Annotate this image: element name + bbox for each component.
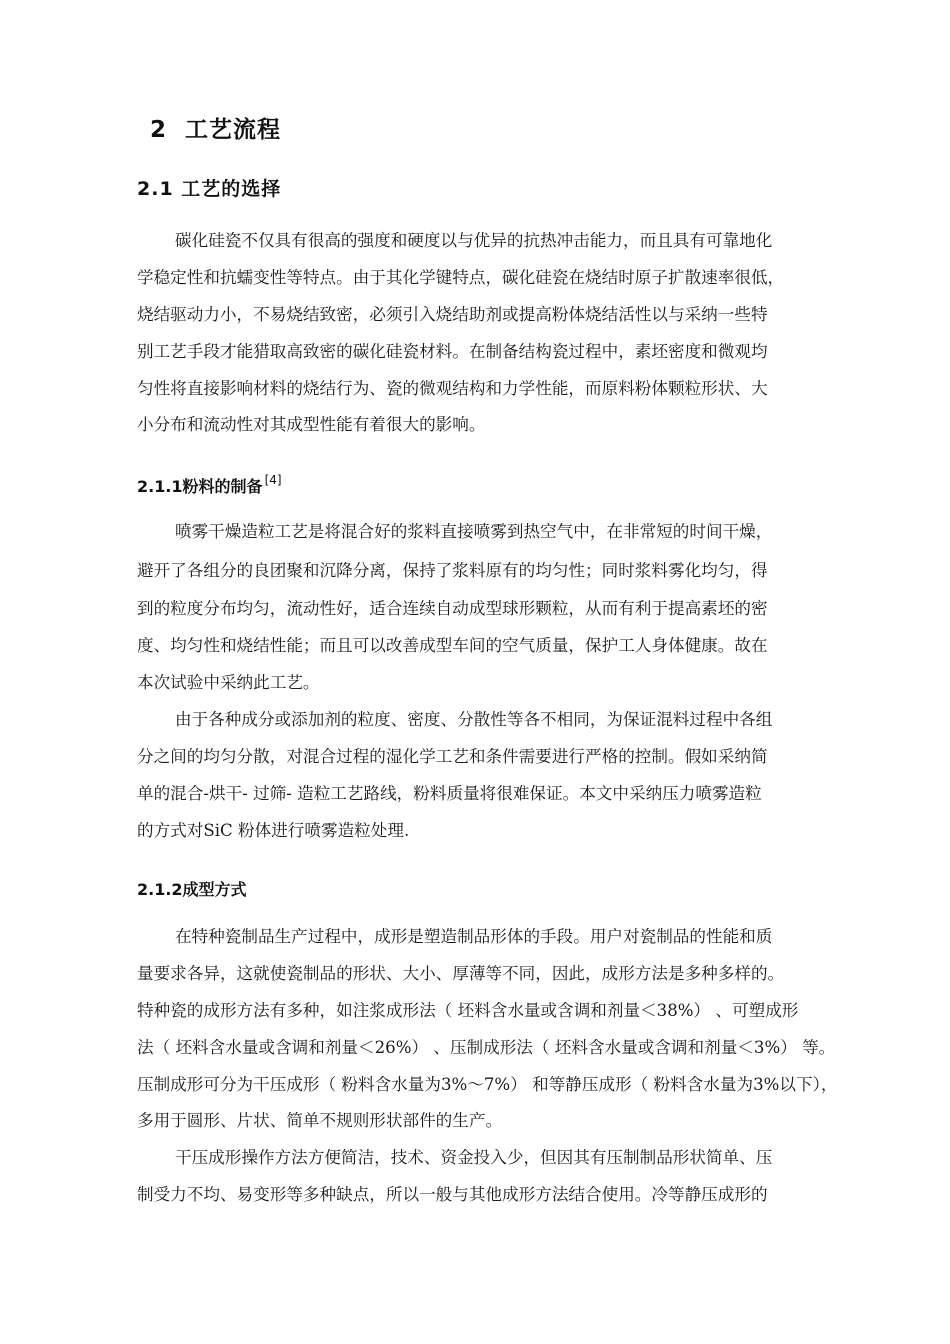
para-1-line-2: 学稳定性和抗蠕变性等特点。由于其化学键特点，碳化硅瓷在烧结时原子扩散速率很低， [137,268,785,287]
subsection-title: 工艺的选择 [181,178,282,200]
para-1-line-5: 匀性将直接影响材料的烧结行为、瓷的微观结构和力学性能，而原料粉体颗粒形状、大 [137,379,768,398]
para-4-line-3: 特种瓷的成形方法有多种，如注浆成形法（ 坯料含水量或含调和剂量＜38%） 、可塑成形 [137,1001,799,1020]
section-number: 2 [150,117,168,143]
section-title: 工艺流程 [185,117,282,143]
para-3-line-3: 单的混合-烘干- 过筛- 造粒工艺路线，粉料质量将很难保证。本文中采纳压力喷雾造粒 [137,784,762,803]
para-4-line-1: 在特种瓷制品生产过程中，成形是塑造制品形体的手段。用户对瓷制品的性能和质 [175,927,773,946]
subsubsection-title: 2.1.1粉料的制备 [137,477,263,496]
subsubsection-heading-2 [137,877,247,900]
para-1-line-1: 碳化硅瓷不仅具有很高的强度和硬度以与优异的抗热冲击能力，而且具有可靠地化 [175,231,773,250]
subsubsection-title: 2.1.2成型方式 [137,880,247,899]
subsubsection-heading-1 [137,473,282,497]
para-2-line-4: 度、均匀性和烧结性能；而且可以改善成型车间的空气质量，保护工人身体健康。故在 [137,636,768,655]
para-2-line-5: 本次试验中采纳此工艺。 [137,673,320,692]
para-2-line-1: 喷雾干燥造粒工艺是将混合好的浆料直接喷雾到热空气中，在非常短的时间干燥， [175,522,773,541]
subsection-heading [137,174,281,201]
para-4-line-4: 法（ 坯料含水量或含调和剂量＜26%） 、压制成形法（ 坯料含水量或含调和剂量＜3%） 等。 [137,1038,836,1057]
para-1-line-6: 小分布和流动性对其成型性能有着很大的影响。 [137,415,486,434]
para-4-line-6: 多用于圆形、片状、简单不规则形状部件的生产。 [137,1111,503,1130]
para-1-line-3: 烧结驱动力小，不易烧结致密，必须引入烧结助剂或提高粉体烧结活性以与采纳一些特 [137,305,768,324]
citation-reference: [4] [264,473,282,487]
para-5-line-1: 干压成形操作方法方便简洁，技术、资金投入少，但因其有压制制品形状简单、压 [175,1148,773,1167]
para-1-line-4: 别工艺手段才能猎取高致密的碳化硅瓷材料。在制备结构瓷过程中，素坯密度和微观均 [137,342,768,361]
para-4-line-2: 量要求各异，这就使瓷制品的形状、大小、厚薄等不同，因此，成形方法是多种多样的。 [137,964,785,983]
section-heading [150,111,281,144]
para-3-line-1: 由于各种成分或添加剂的粒度、密度、分散性等各不相同，为保证混料过程中各组 [175,710,773,729]
subsection-number: 2.1 [137,178,174,200]
para-4-line-5: 压制成形可分为干压成形（ 粉料含水量为3%～7%） 和等静压成形（ 粉料含水量为3%以下）， [137,1075,838,1094]
para-2-line-3: 到的粒度分布均匀，流动性好，适合连续自动成型球形颗粒，从而有利于提高素坯的密 [137,599,768,618]
para-2-line-2: 避开了各组分的良团聚和沉降分离，保持了浆料原有的均匀性；同时浆料雾化均匀，得 [137,561,768,580]
para-3-line-2: 分之间的均匀分散，对混合过程的湿化学工艺和条件需要进行严格的控制。假如采纳简 [137,747,768,766]
para-5-line-2: 制受力不均、易变形等多种缺点，所以一般与其他成形方法结合使用。冷等静压成形的 [137,1185,768,1204]
para-3-line-4: 的方式对SiC 粉体进行喷雾造粒处理. [137,821,410,840]
